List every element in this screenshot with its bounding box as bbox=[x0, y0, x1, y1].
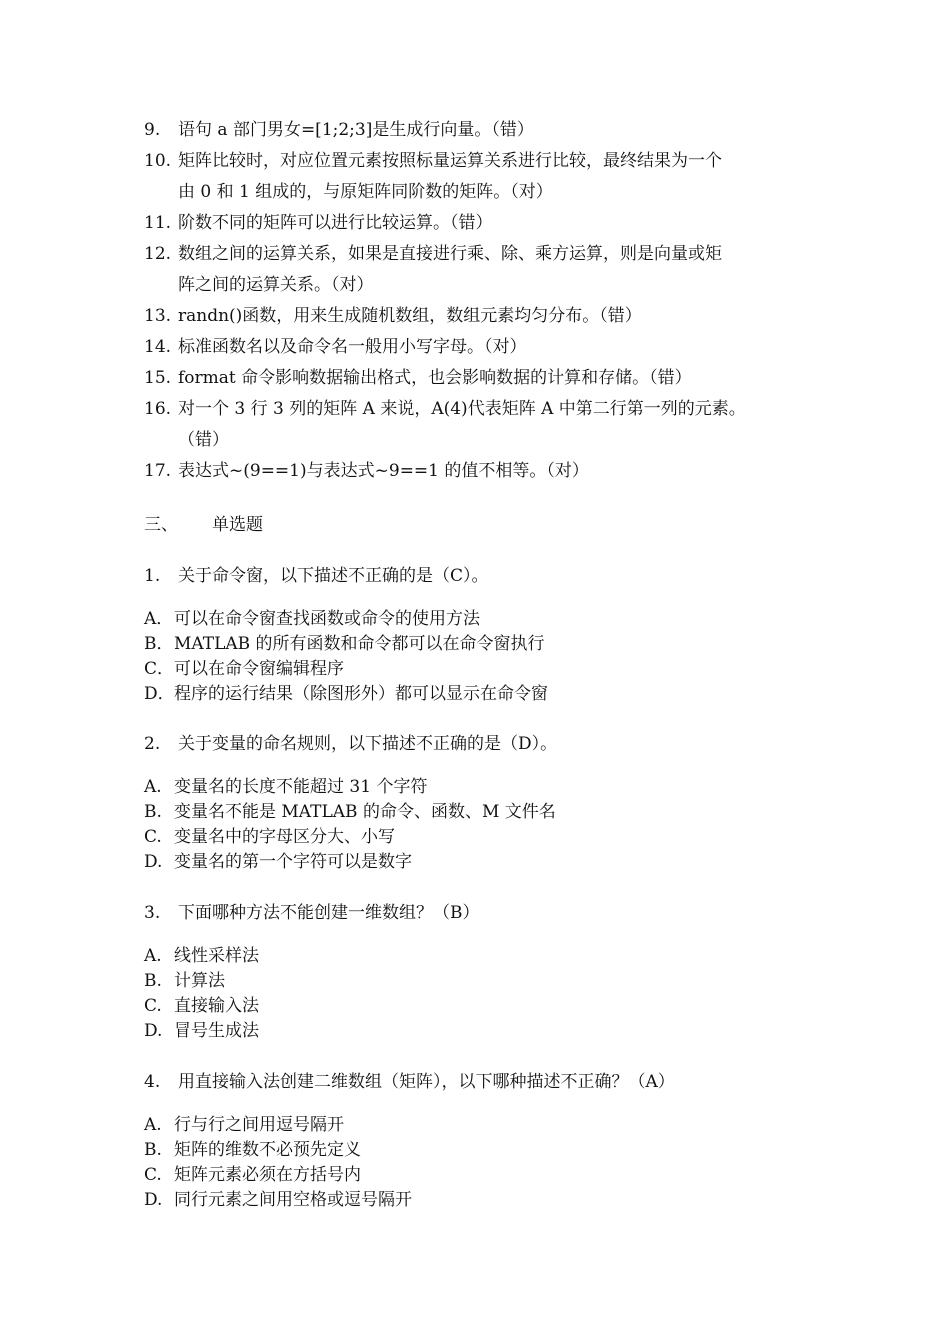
option-d bbox=[144, 682, 844, 707]
option-b bbox=[144, 969, 844, 994]
option-letter: D. bbox=[144, 1190, 163, 1210]
tf-line: 数组之间的运算关系，如果是直接进行乘、除、乘方运算，则是向量或矩 bbox=[178, 244, 722, 264]
option-text: 可以在命令窗查找函数或命令的使用方法 bbox=[174, 609, 480, 629]
option-text: 冒号生成法 bbox=[174, 1021, 259, 1041]
question-4 bbox=[144, 1069, 844, 1213]
option-letter: B. bbox=[144, 802, 162, 822]
option-text: 变量名中的字母区分大、小写 bbox=[174, 827, 395, 847]
option-d bbox=[144, 850, 844, 875]
tf-text bbox=[178, 301, 804, 332]
option-a bbox=[144, 607, 844, 632]
tf-number: 17. bbox=[144, 461, 172, 481]
option-text: 矩阵元素必须在方括号内 bbox=[174, 1165, 361, 1185]
option-letter: A. bbox=[144, 1115, 162, 1135]
true-false-list bbox=[144, 115, 804, 487]
tf-number: 13. bbox=[144, 306, 172, 326]
tf-line: 阵之间的运算关系。（对） bbox=[178, 275, 374, 295]
option-text: 线性采样法 bbox=[174, 946, 259, 966]
option-text: 程序的运行结果（除图形外）都可以显示在命令窗 bbox=[174, 684, 548, 704]
option-letter: C. bbox=[144, 996, 162, 1016]
option-letter: B. bbox=[144, 971, 162, 991]
tf-line: 语句 a 部门男女=[1;2;3]是生成行向量。（错） bbox=[178, 120, 534, 140]
option-list bbox=[144, 1113, 844, 1213]
option-text: 计算法 bbox=[174, 971, 225, 991]
section-title: 单选题 bbox=[212, 515, 263, 535]
question-number: 4. bbox=[144, 1072, 161, 1092]
option-text: 同行元素之间用空格或逗号隔开 bbox=[174, 1190, 412, 1210]
option-letter: B. bbox=[144, 1140, 162, 1160]
tf-line: randn()函数，用来生成随机数组，数组元素均匀分布。（错） bbox=[178, 306, 642, 326]
tf-line: 标准函数名以及命令名一般用小写字母。（对） bbox=[178, 337, 527, 357]
question-stem bbox=[144, 731, 844, 757]
tf-text bbox=[178, 394, 804, 456]
tf-item-17 bbox=[144, 456, 804, 487]
tf-number: 10. bbox=[144, 151, 172, 171]
tf-text bbox=[178, 239, 804, 301]
option-a bbox=[144, 944, 844, 969]
option-c bbox=[144, 1163, 844, 1188]
option-letter: D． bbox=[144, 684, 175, 704]
question-number: 2. bbox=[144, 734, 161, 754]
tf-text bbox=[178, 363, 804, 394]
question-stem bbox=[144, 563, 844, 589]
tf-line: 矩阵比较时，对应位置元素按照标量运算关系进行比较，最终结果为一个 bbox=[178, 151, 722, 171]
tf-line: 由 0 和 1 组成的，与原矩阵同阶数的矩阵。（对） bbox=[178, 182, 553, 202]
question-text: 关于变量的命名规则，以下描述不正确的是（D）。 bbox=[178, 734, 558, 754]
tf-item-15 bbox=[144, 363, 804, 394]
option-text: 矩阵的维数不必预先定义 bbox=[174, 1140, 361, 1160]
tf-line: 阶数不同的矩阵可以进行比较运算。（错） bbox=[178, 213, 493, 233]
option-text: 变量名不能是 MATLAB 的命令、函数、M 文件名 bbox=[174, 802, 556, 822]
option-letter: A． bbox=[144, 609, 174, 629]
question-text: 下面哪种方法不能创建一维数组？（B） bbox=[178, 903, 480, 923]
option-letter: D. bbox=[144, 1021, 163, 1041]
option-text: 变量名的长度不能超过 31 个字符 bbox=[174, 777, 428, 797]
tf-line: 对一个 3 行 3 列的矩阵 A 来说，A(4)代表矩阵 A 中第二行第一列的元素。 bbox=[178, 399, 746, 419]
option-text: 变量名的第一个字符可以是数字 bbox=[174, 852, 412, 872]
question-number: 1. bbox=[144, 566, 161, 586]
option-letter: B． bbox=[144, 634, 174, 654]
question-text: 关于命令窗，以下描述不正确的是（C）。 bbox=[178, 566, 489, 586]
tf-item-14 bbox=[144, 332, 804, 363]
option-c bbox=[144, 825, 844, 850]
option-a bbox=[144, 775, 844, 800]
option-letter: C. bbox=[144, 1165, 162, 1185]
section-number: 三、 bbox=[144, 515, 178, 535]
tf-text bbox=[178, 332, 804, 363]
tf-number: 12. bbox=[144, 244, 172, 264]
tf-number: 16. bbox=[144, 399, 172, 419]
option-text: MATLAB 的所有函数和命令都可以在命令窗执行 bbox=[174, 634, 545, 654]
tf-number: 14. bbox=[144, 337, 172, 357]
question-number: 3. bbox=[144, 903, 161, 923]
option-list bbox=[144, 944, 844, 1044]
question-stem bbox=[144, 1069, 844, 1095]
question-3 bbox=[144, 900, 844, 1044]
option-text: 行与行之间用逗号隔开 bbox=[174, 1115, 344, 1135]
tf-item-9 bbox=[144, 115, 804, 146]
tf-text bbox=[178, 115, 804, 146]
option-c bbox=[144, 994, 844, 1019]
option-letter: C． bbox=[144, 659, 175, 679]
question-stem bbox=[144, 900, 844, 926]
tf-line: format 命令影响数据输出格式，也会影响数据的计算和存储。（错） bbox=[178, 368, 692, 388]
tf-text bbox=[178, 146, 804, 208]
option-letter: C. bbox=[144, 827, 162, 847]
tf-number: 15. bbox=[144, 368, 172, 388]
tf-line: （错） bbox=[178, 430, 229, 450]
option-d bbox=[144, 1188, 844, 1213]
option-b bbox=[144, 1138, 844, 1163]
tf-line: 表达式~(9==1)与表达式~9==1 的值不相等。（对） bbox=[178, 461, 589, 481]
tf-item-11 bbox=[144, 208, 804, 239]
question-1 bbox=[144, 563, 844, 707]
section-heading bbox=[144, 510, 263, 541]
option-b bbox=[144, 800, 844, 825]
question-2 bbox=[144, 731, 844, 875]
option-c bbox=[144, 657, 844, 682]
option-letter: D. bbox=[144, 852, 163, 872]
tf-number: 9. bbox=[144, 120, 161, 140]
option-list bbox=[144, 607, 844, 707]
tf-item-12 bbox=[144, 239, 804, 301]
option-text: 直接输入法 bbox=[174, 996, 259, 1016]
tf-text bbox=[178, 208, 804, 239]
tf-item-13 bbox=[144, 301, 804, 332]
option-d bbox=[144, 1019, 844, 1044]
option-list bbox=[144, 775, 844, 875]
tf-item-16 bbox=[144, 394, 804, 456]
option-letter: A. bbox=[144, 777, 162, 797]
tf-text bbox=[178, 456, 804, 487]
tf-number: 11. bbox=[144, 213, 172, 233]
option-text: 可以在命令窗编辑程序 bbox=[174, 659, 344, 679]
question-text: 用直接输入法创建二维数组（矩阵），以下哪种描述不正确？（A） bbox=[178, 1072, 675, 1092]
option-b bbox=[144, 632, 844, 657]
tf-item-10 bbox=[144, 146, 804, 208]
option-letter: A. bbox=[144, 946, 162, 966]
option-a bbox=[144, 1113, 844, 1138]
